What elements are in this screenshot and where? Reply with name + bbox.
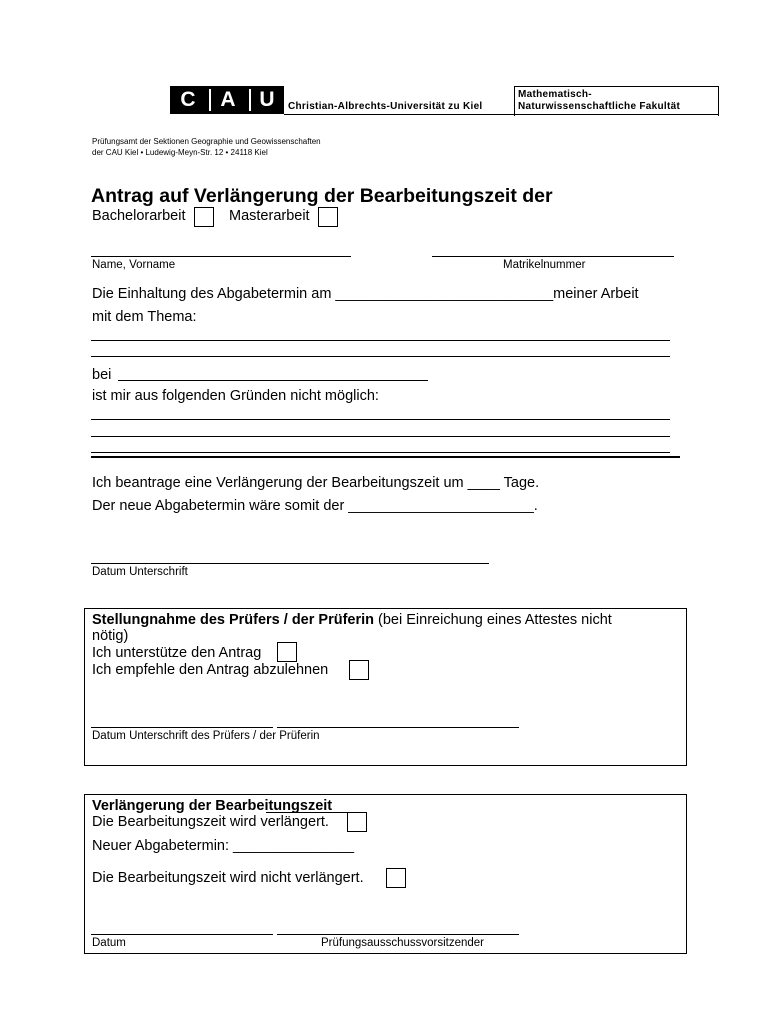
name-field-line[interactable] bbox=[91, 256, 351, 257]
office-line2: der CAU Kiel • Ludewig-Meyn-Str. 12 • 24118 Kiel bbox=[92, 148, 268, 157]
examiner-signature-label: Datum Unterschrift des Prüfers / der Prüferin bbox=[92, 730, 320, 742]
office-line1: Prüfungsamt der Sektionen Geographie und Geowissenschaften bbox=[92, 137, 321, 146]
examiner-date-line[interactable] bbox=[91, 727, 273, 728]
bei-label: bei bbox=[92, 367, 112, 383]
extension-title: Verlängerung der Bearbeitungszeit bbox=[92, 798, 333, 814]
reject-checkbox[interactable] bbox=[349, 660, 369, 680]
examiner-signature-line[interactable] bbox=[277, 727, 519, 728]
section-divider bbox=[91, 456, 680, 458]
new-deadline-label: Neuer Abgabetermin: _______________ bbox=[92, 838, 355, 854]
not-extended-checkbox[interactable] bbox=[386, 868, 406, 888]
reject-label: Ich empfehle den Antrag abzulehnen bbox=[92, 662, 329, 678]
deadline-text: Die Einhaltung des Abgabetermin am ___________________________meiner Arbeit bbox=[92, 286, 639, 302]
bei-line[interactable] bbox=[118, 380, 428, 381]
reason-line-2[interactable] bbox=[91, 436, 670, 437]
new-deadline-text: Der neue Abgabetermin wäre somit der _______________________. bbox=[92, 498, 538, 514]
reason-line-1[interactable] bbox=[91, 419, 670, 420]
faculty-line2: Naturwissenschaftliche Fakultät bbox=[518, 101, 681, 112]
extended-checkbox[interactable] bbox=[347, 812, 367, 832]
examiner-title-rest: (bei Einreichung eines Attestes nicht bbox=[374, 612, 612, 628]
examiner-title-cont: nötig) bbox=[92, 628, 129, 644]
university-name: Christian-Albrechts-Universität zu Kiel bbox=[288, 101, 483, 112]
extension-date-line[interactable] bbox=[91, 934, 273, 935]
applicant-signature-line[interactable] bbox=[91, 563, 489, 564]
request-text: Ich beantrage eine Verlängerung der Bearbeitungszeit um ____ Tage. bbox=[92, 475, 540, 491]
logo-letter-a: A bbox=[220, 88, 236, 111]
chair-signature-line[interactable] bbox=[277, 934, 519, 935]
logo-letter-c: C bbox=[180, 88, 196, 111]
topic-label: mit dem Thema: bbox=[92, 309, 197, 325]
logo-letter-u: U bbox=[259, 88, 275, 111]
bachelor-checkbox[interactable] bbox=[194, 207, 214, 227]
bachelor-label: Bachelorarbeit bbox=[92, 208, 186, 224]
faculty-line1: Mathematisch- bbox=[518, 89, 592, 100]
reason-line-3[interactable] bbox=[91, 452, 670, 453]
reasons-label: ist mir aus folgenden Gründen nicht möglich: bbox=[92, 388, 379, 404]
matrikel-field-line[interactable] bbox=[432, 256, 674, 257]
not-extended-label: Die Bearbeitungszeit wird nicht verlängert. bbox=[92, 870, 364, 886]
extended-label: Die Bearbeitungszeit wird verlängert. bbox=[92, 814, 329, 830]
name-label: Name, Vorname bbox=[92, 259, 176, 271]
topic-line-2[interactable] bbox=[91, 356, 670, 357]
master-label: Masterarbeit bbox=[229, 208, 310, 224]
date-signature-label: Datum Unterschrift bbox=[92, 566, 188, 578]
examiner-title-bold: Stellungnahme des Prüfers / der Prüferin bbox=[92, 612, 375, 628]
examiner-title bbox=[92, 612, 612, 629]
matrikel-label: Matrikelnummer bbox=[503, 259, 586, 271]
chair-label: Prüfungsausschussvorsitzender bbox=[321, 937, 484, 949]
extension-date-label: Datum bbox=[92, 937, 126, 949]
master-checkbox[interactable] bbox=[318, 207, 338, 227]
support-checkbox[interactable] bbox=[277, 642, 297, 662]
topic-line-1[interactable] bbox=[91, 340, 670, 341]
page-title: Antrag auf Verlängerung der Bearbeitungszeit der bbox=[91, 185, 553, 207]
support-label: Ich unterstütze den Antrag bbox=[92, 645, 262, 661]
